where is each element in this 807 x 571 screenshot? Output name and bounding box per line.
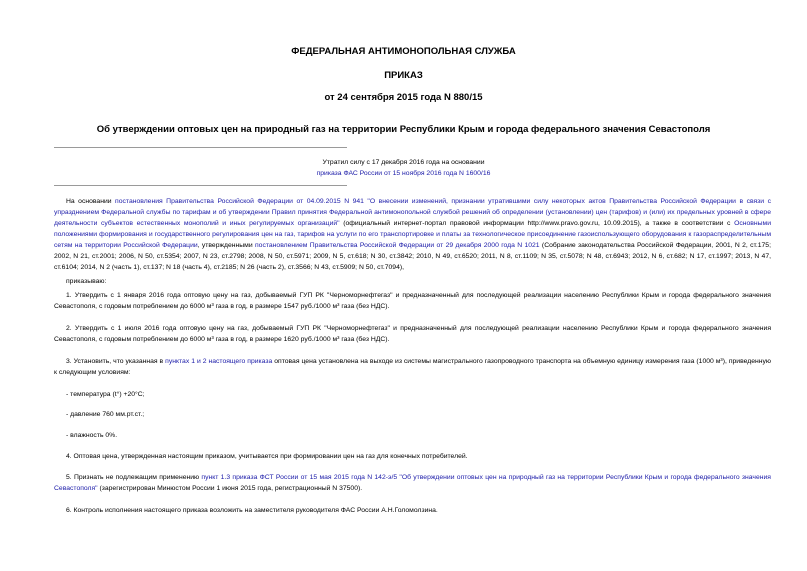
order-word: приказываю: <box>66 278 107 285</box>
basis-intro: На основании <box>66 198 116 205</box>
item-5 <box>54 472 771 494</box>
doc-type-heading: ПРИКАЗ <box>384 70 423 81</box>
fst-order-link[interactable]: пункт 1.3 приказа ФСТ России от 15 мая 2015 года N 142-э/5 "Об утверждении оптовых цен на природный газ на территории Республики Крым и города федерального значения Севастополя" <box>54 474 771 492</box>
item-3-intro: 3. Установить, что указанная в <box>66 358 166 365</box>
item-3 <box>54 356 771 378</box>
items-1-2-link[interactable]: пунктах 1 и 2 настоящего приказа <box>165 358 273 365</box>
condition-temperature: - температура (t°) +20°С; <box>66 391 145 398</box>
item-4: 4. Оптовая цена, утвержденная настоящим приказом, учитывается при формировании цен на газ для конечных потребителей. <box>66 453 468 460</box>
item-1: 1. Утвердить с 1 января 2016 года оптовую цену на газ, добываемый ГУП РК "Черноморнефтегаз" и предназначенный для последующей реализации населению Республики Крым и города федерального значения Севастополя, с годовым потреблением до 6000 м³ газа в год, в размере 1547 руб./1000 м³ газа (без НДС). <box>54 292 771 310</box>
basis-mid2: , утвержденными <box>197 242 255 249</box>
condition-humidity: - влажность 0%. <box>66 432 118 439</box>
basis-tail: (Собрание законодательства Российской Федерации, 2001, N 2, ст.175; 2002, N 21, ст.2001; 2006, N 50, ст.5354; 2007, N 23, ст.2798; 2008, N 50, ст.5971; 2009, N 5, ст.618; N 30, ст.3842; 2010, N 49, ст.6520; 2011, N 8, ст.1109; N 35, ст.5078; N 48, ст.6943; 2012, N 6, ст.682; N 17, ст.1997; 2013, N 47, ст.6104; 2014, N 2 (часть 1), ст.137; N 18 (часть 4), ст.2185; N 26 (часть 2), ст.3566; N 43, ст.5909; N 50, ст.7094), <box>54 242 771 271</box>
divider-top <box>54 147 347 148</box>
decree-1021-link[interactable]: постановлением Правительства Российской Федерации от 29 декабря 2000 года N 1021 <box>254 242 540 249</box>
item-6: 6. Контроль исполнения настоящего приказа возложить на заместителя руководителя ФАС России А.Н.Голомолзина. <box>66 507 438 514</box>
basis-paragraph <box>54 196 771 273</box>
document-title: Об утверждении оптовых цен на природный газ на территории Республики Крым и города федерального значения Севастополя <box>96 124 711 135</box>
agency-heading: ФЕДЕРАЛЬНАЯ АНТИМОНОПОЛЬНАЯ СЛУЖБА <box>291 46 516 57</box>
basis-mid: (официальный интернет-портал правовой информации http://www.pravo.gov.ru, 10.09.2015), а также в соответствии с <box>339 220 735 227</box>
divider-bottom <box>54 185 347 186</box>
item-5-intro: 5. Признать не подлежащим применению <box>66 474 202 481</box>
item-3-tail: оптовая цена установлена на выходе из системы магистрального газопроводного транспорта на объемную единицу измерения газа (1000 м³), приведенную к следующим условиям: <box>54 358 771 376</box>
basic-provisions-link[interactable]: Основными положениями формирования и государственного регулирования цен на газ, тарифов на услуги по его транспортировке и платы за технологическое присоединение газоиспользующего оборудования к газораспределительным сетям на территории Российской Федерации <box>54 220 772 249</box>
item-5-tail: (зарегистрирован Минюстом России 1 июня 2015 года, регистрационный N 37500). <box>97 485 363 492</box>
date-number-heading: от 24 сентября 2015 года N 880/15 <box>324 92 483 103</box>
decree-941-link[interactable]: постановления Правительства Российской Федерации от 04.09.2015 N 941 "О внесении изменений, признании утратившими силу некоторых актов Правительства Российской Федерации в связи с упразднением Федеральной службы по тарифам и об утверждении Правил принятия Федеральной антимонопольной службой решений об определении (установлении) цен (тарифов) и (или) их предельных уровней в сфере деятельности субъектов естественных монополий и иных регулируемых организаций" <box>54 198 771 227</box>
condition-pressure: - давление 760 мм.рт.ст.; <box>66 411 145 418</box>
item-2: 2. Утвердить с 1 июля 2016 года оптовую цену на газ, добываемый ГУП РК "Черноморнефтегаз" и предназначенный для последующей реализации населению Республики Крым и города федерального значения Севастополя, с годовым потреблением до 6000 м³ газа в год, в размере 1620 руб./1000 м³ газа (без НДС). <box>54 325 771 343</box>
lost-force-link[interactable]: приказа ФАС России от 15 ноября 2016 года N 1600/16 <box>316 170 491 177</box>
lost-force-note: Утратил силу с 17 декабря 2016 года на основании <box>322 159 485 166</box>
